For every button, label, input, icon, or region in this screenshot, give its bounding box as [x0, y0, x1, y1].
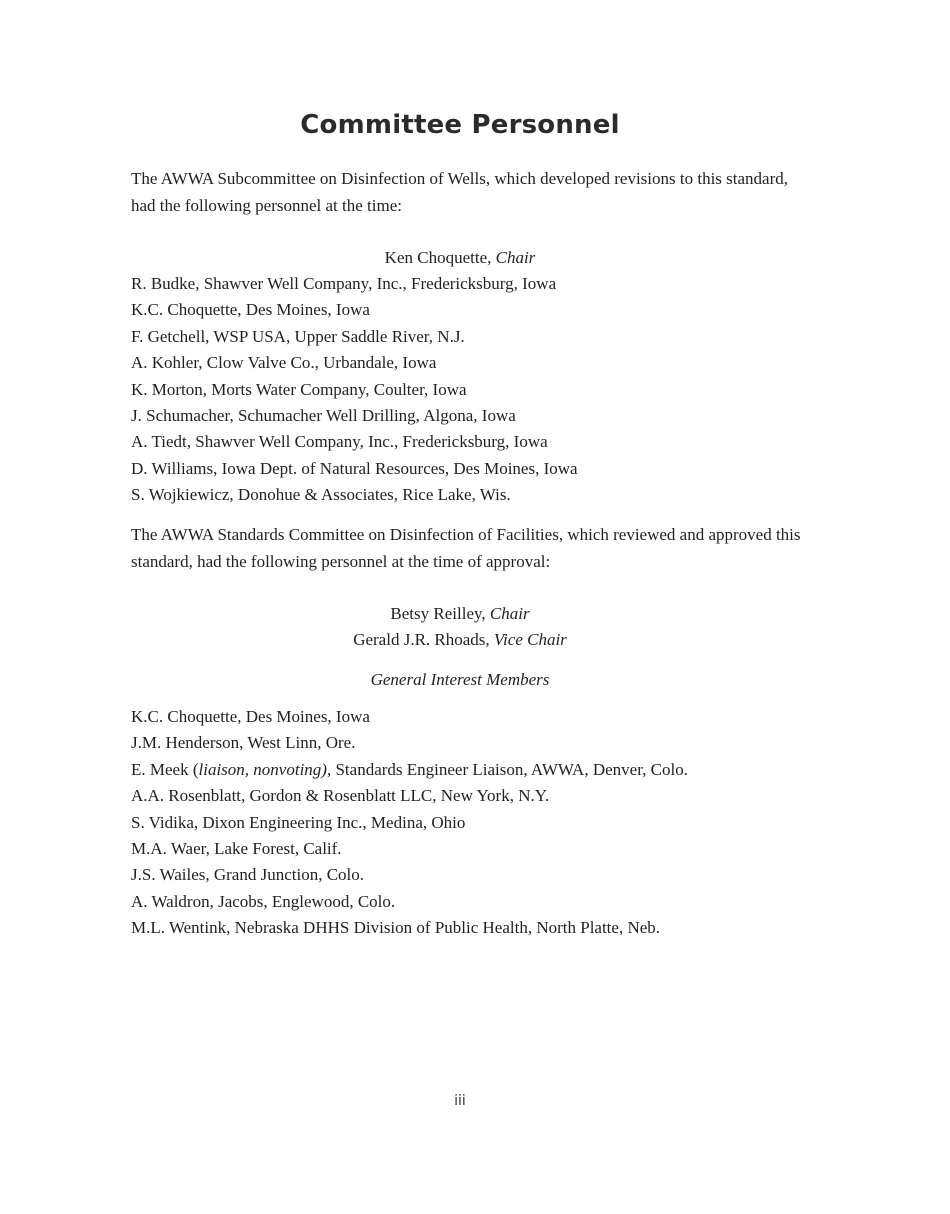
member-affiliation: , Standards Engineer Liaison, AWWA, Denver, Colo.: [326, 759, 688, 779]
list-item: D. Williams, Iowa Dept. of Natural Resources, Des Moines, Iowa: [131, 458, 578, 478]
list-item: A. Waldron, Jacobs, Englewood, Colo.: [131, 891, 396, 911]
standards-committee-member-list: [131, 704, 831, 942]
list-item: A.A. Rosenblatt, Gordon & Rosenblatt LLC, New York, N.Y.: [131, 786, 550, 806]
standards-committee-vice-chair-name: Gerald J.R. Rhoads,: [353, 630, 494, 649]
list-item: S. Vidika, Dixon Engineering Inc., Medina, Ohio: [131, 812, 466, 832]
subcommittee-member-list: [131, 271, 831, 509]
member-name: E. Meek (: [131, 759, 199, 779]
list-item: J. Schumacher, Schumacher Well Drilling, Algona, Iowa: [131, 406, 516, 426]
section-heading-general-interest: General Interest Members: [370, 670, 550, 689]
standards-committee-vice-chair: [0, 627, 920, 654]
standards-committee-chair-role: Chair: [489, 604, 530, 623]
page-number: iii: [454, 1093, 466, 1109]
standards-committee-vice-chair-role: Vice Chair: [493, 630, 567, 649]
list-item: M.L. Wentink, Nebraska DHHS Division of Public Health, North Platte, Neb.: [131, 918, 661, 938]
list-item: R. Budke, Shawver Well Company, Inc., Fredericksburg, Iowa: [131, 274, 557, 293]
list-item: K.C. Choquette, Des Moines, Iowa: [131, 300, 370, 320]
list-item: K.C. Choquette, Des Moines, Iowa: [131, 707, 370, 726]
list-item: F. Getchell, WSP USA, Upper Saddle River, N.J.: [131, 326, 465, 346]
subcommittee-chair-role: Chair: [495, 248, 536, 267]
subcommittee-intro: The AWWA Subcommittee on Disinfection of Wells, which developed revisions to this standard, had the following personnel at the time:: [131, 169, 789, 215]
subcommittee-chair-name: Ken Choquette,: [384, 248, 496, 267]
list-item: K. Morton, Morts Water Company, Coulter, Iowa: [131, 379, 467, 399]
list-item: J.M. Henderson, West Linn, Ore.: [131, 733, 356, 753]
page-title: Committee Personnel: [300, 110, 620, 140]
standards-committee-chair: [0, 601, 920, 628]
standards-committee-chair-name: Betsy Reilley,: [390, 604, 490, 623]
list-item: [131, 757, 831, 783]
list-item: A. Tiedt, Shawver Well Company, Inc., Fredericksburg, Iowa: [131, 432, 548, 452]
list-item: M.A. Waer, Lake Forest, Calif.: [131, 839, 342, 859]
subcommittee-chair: [0, 245, 920, 272]
member-note: liaison, nonvoting): [198, 759, 327, 779]
list-item: A. Kohler, Clow Valve Co., Urbandale, Iowa: [131, 353, 437, 373]
list-item: S. Wojkiewicz, Donohue & Associates, Rice Lake, Wis.: [131, 485, 511, 505]
standards-committee-intro: The AWWA Standards Committee on Disinfection of Facilities, which reviewed and approved this standard, had the following personnel at the time of approval:: [131, 525, 801, 571]
list-item: J.S. Wailes, Grand Junction, Colo.: [131, 865, 365, 885]
